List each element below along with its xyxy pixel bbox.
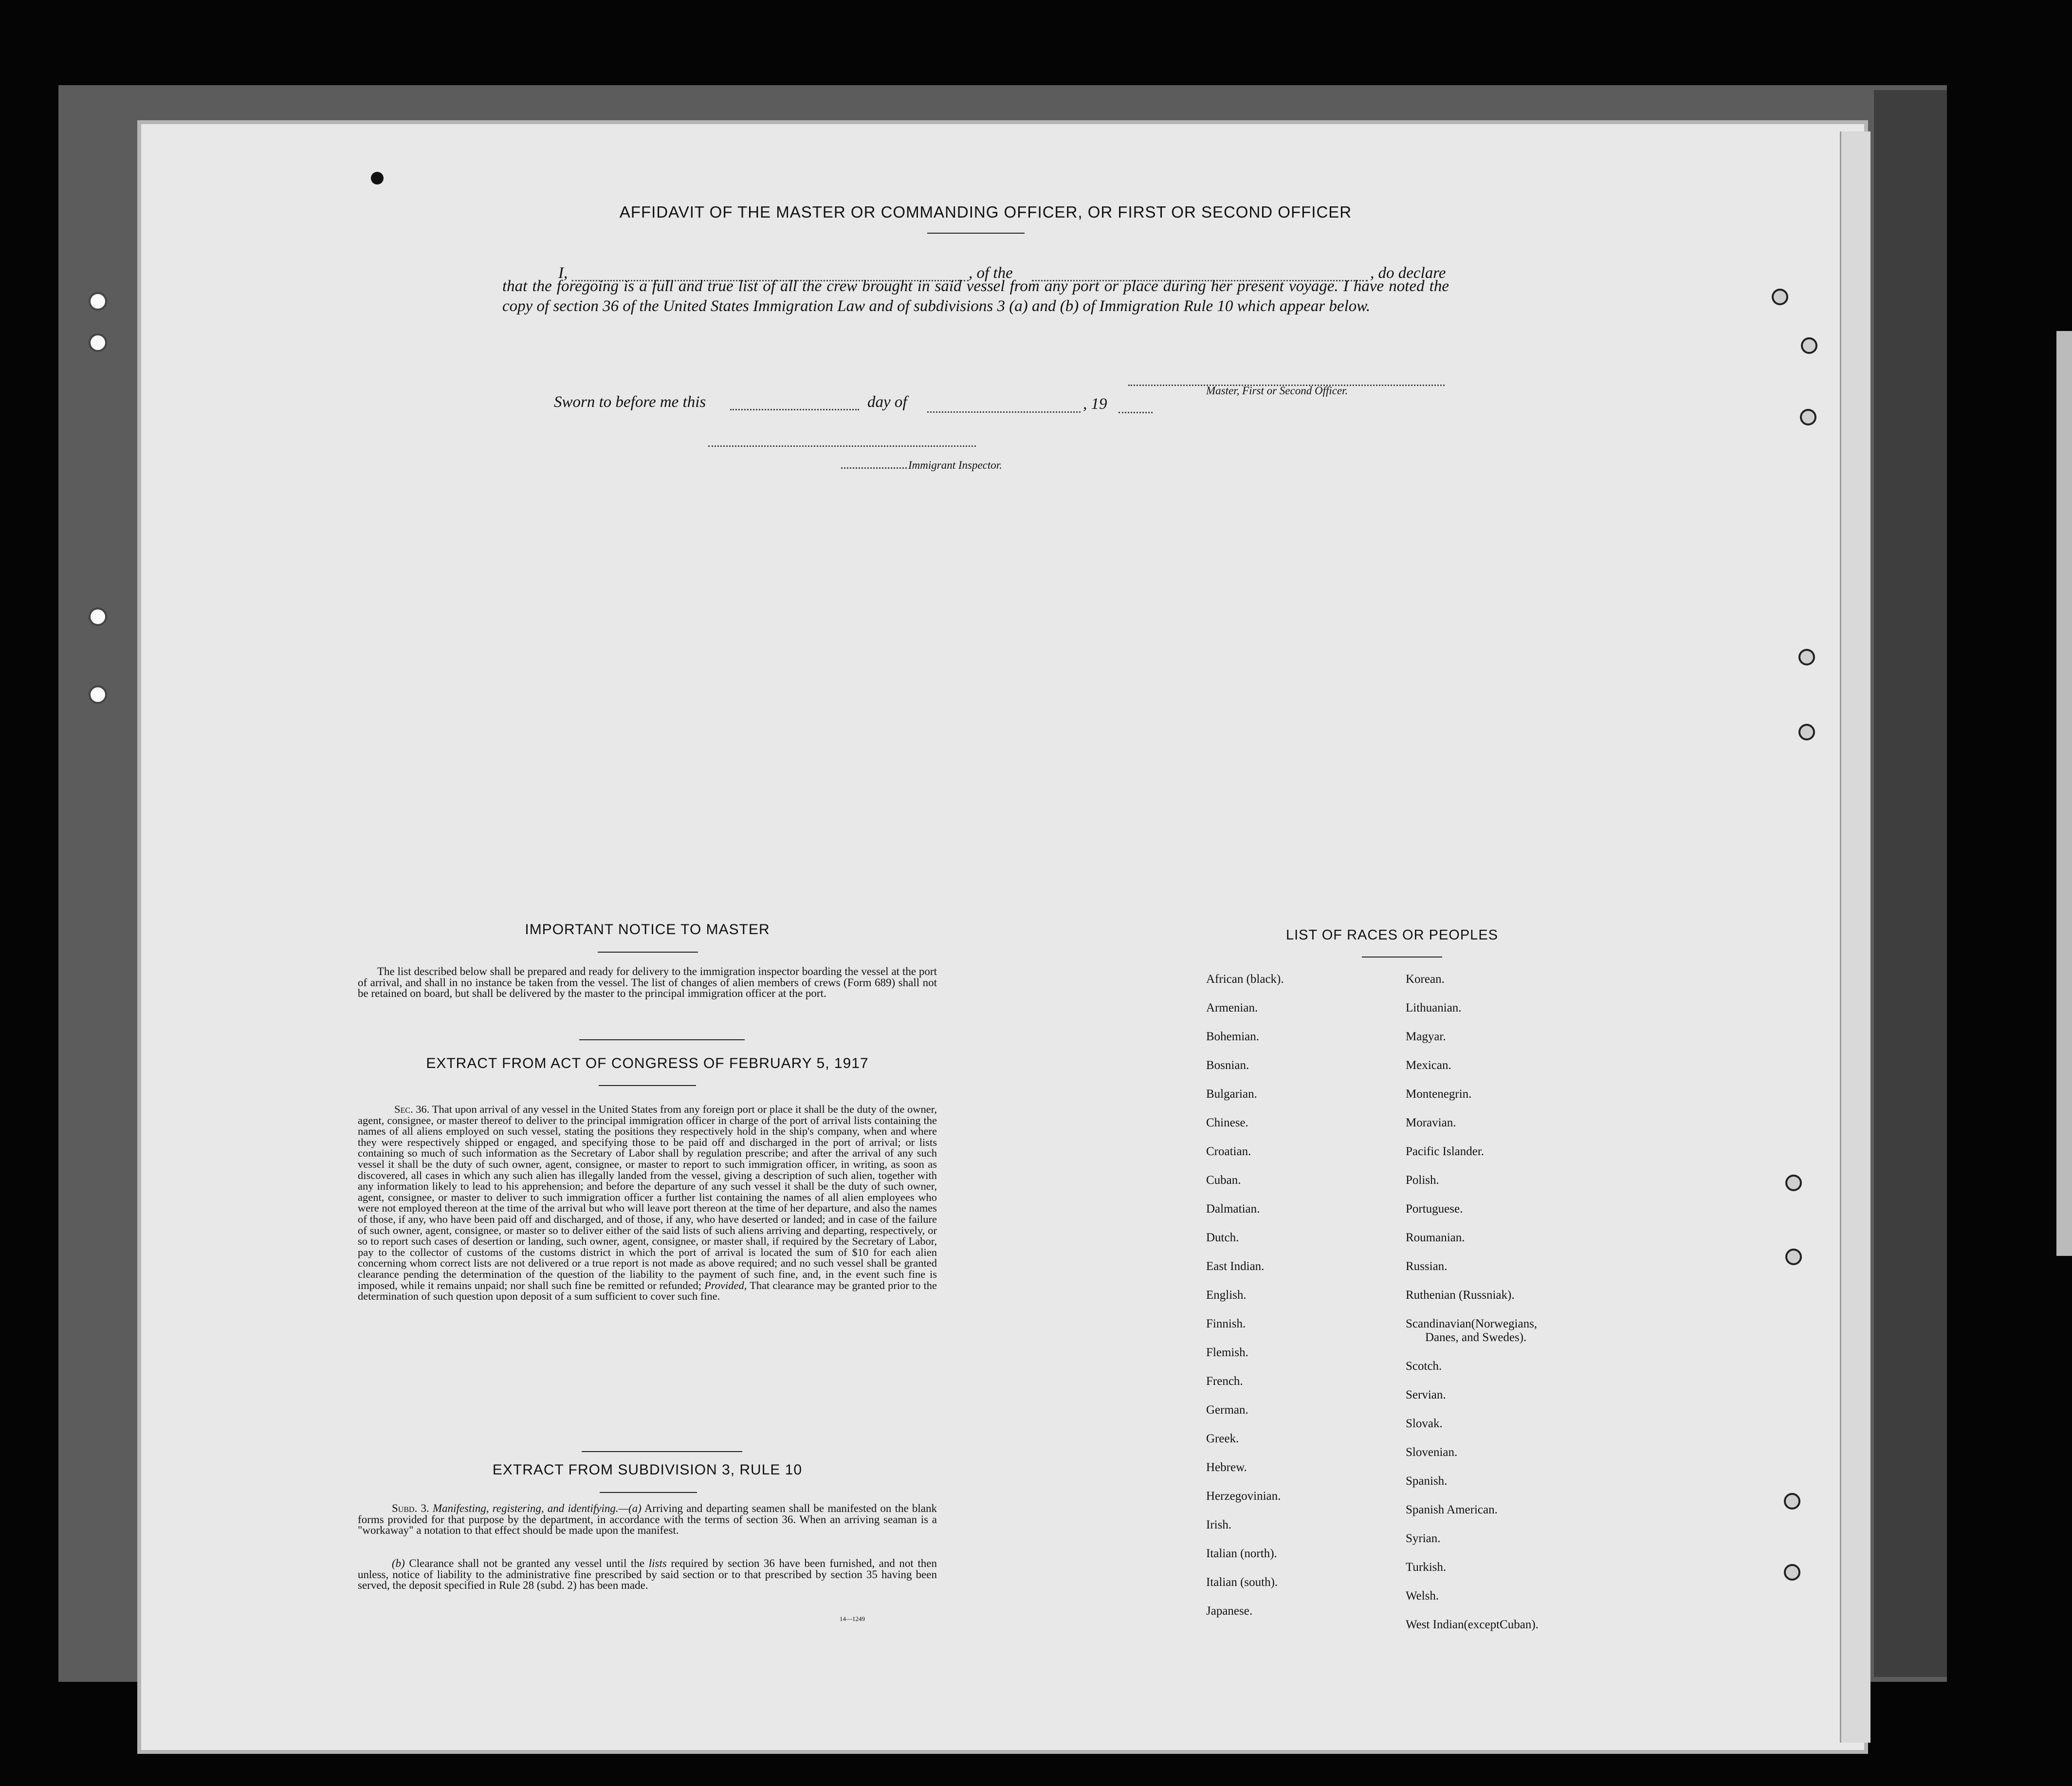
year-blank (1119, 412, 1153, 413)
race-item: Magyar. (1406, 1030, 1446, 1043)
provided-word: Provided, (704, 1279, 747, 1291)
binder-ring (1800, 409, 1816, 425)
race-item: Spanish American. (1406, 1503, 1498, 1516)
race-item: French. (1206, 1375, 1243, 1388)
race-item: German. (1206, 1403, 1248, 1417)
race-item: Pacific Islander. (1406, 1145, 1485, 1158)
race-item: Italian (north). (1206, 1547, 1277, 1560)
race-item: Danes, and Swedes). (1425, 1331, 1527, 1344)
sworn-year: , 19 (1083, 395, 1107, 413)
extract-rule-title: EXTRACT FROM SUBDIVISION 3, RULE 10 (492, 1462, 803, 1478)
race-item: Bosnian. (1206, 1059, 1249, 1072)
binder-ring (1798, 649, 1815, 665)
race-item: Mexican. (1406, 1059, 1451, 1072)
section-36-end: That clearance may be granted prior to the determination of such question upon deposit of a sum sufficient to cover such fine. (358, 1279, 937, 1303)
inspector-signature-blank (708, 445, 976, 447)
sworn-day-of: day of (867, 393, 907, 411)
section-36-body: That upon arrival of any vessel in the United States from any foreign port or place it shall be the duty of the owner, agent, consignee, or master thereof to deliver to the principal immigration officer in charge of the port of arrival lists containing the names of all aliens employed on such vessel, stating the positions they respectively hold in the ship's company, when and where they were respectively shipped or engaged, and specifying those to be paid off and discharged in the port of arrival; or lists containing so much of such information as the Secretary of Labor shall by regulation prescribe; and after the arrival of any such vessel it shall be the duty of such owner, agent, consignee, or master to report to such immigration officer, in writing, as soon as discovered, all cases in which any such alien has illegally landed from the vessel, giving a description of such alien, together with any information likely to lead to his apprehension; and before the departure of any such vessel it shall be the duty of such owner, agent, consignee, or master to deliver to such immigration officer a further list containing the names of all alien employees who were not employed thereon at the time of the arrival but who will leave port thereon at the time of her departure, and also the names of those, if any, who have been paid off and discharged, and of those, if any, who have deserted or landed; and in case of the failure of such owner, agent, consignee, or master so to deliver either of the said lists of such aliens arriving and departing, respectively, or so to report such cases of desertion or landing, such owner, agent, consignee, or master shall, if required by the Secretary of Labor, pay to the collector of customs of the customs district in which the port of arrival is located the sum of $10 for each alien concerning whom correct lists are not delivered or a true report is not made as above required; and no such vessel shall be granted clearance pending the determination of the question of the liability to the payment of such fine, and, in the event such fine is imposed, while it remains unpaid; nor shall such fine be remitted or refunded; (358, 1103, 937, 1291)
race-item: West Indian(exceptCuban). (1406, 1618, 1539, 1631)
subdivision-3b-text (358, 1558, 937, 1591)
binder-ring (1785, 1249, 1802, 1265)
race-item: Turkish. (1406, 1561, 1447, 1574)
race-item: Lithuanian. (1406, 1001, 1462, 1014)
section-36-text (358, 1104, 937, 1302)
inspector-prefix-blank (841, 467, 907, 469)
race-item: English. (1206, 1289, 1247, 1302)
binder-ring (1785, 1175, 1802, 1191)
race-item: Scandinavian(Norwegians, (1406, 1317, 1538, 1330)
day-blank (730, 409, 859, 410)
affidavit-body: that the foregoing is a full and true list of all the crew brought in said vessel from any port or place during her present voyage. I have noted the copy of section 36 of the United States Immigration Law and of subdivisions 3 (a) and (b) of Immigration Rule 10 which appear below. (502, 277, 1449, 315)
page-stack-edge (1840, 131, 1870, 1743)
master-signature-label: Master, First or Second Officer. (1206, 385, 1348, 397)
extract-rule-rule (600, 1492, 697, 1493)
race-item: Ruthenian (Russniak). (1406, 1289, 1515, 1302)
binder-ring (1772, 289, 1788, 305)
sworn-text: Sworn to before me this (554, 393, 706, 411)
title-rule (927, 233, 1025, 234)
extract-act-title: EXTRACT FROM ACT OF CONGRESS OF FEBRUARY 5, 1917 (426, 1055, 869, 1071)
binder-ring (1784, 1493, 1800, 1510)
punch-hole (89, 292, 107, 311)
separator-rule (579, 1039, 745, 1040)
race-item: Irish. (1206, 1518, 1232, 1531)
notice-text: The list described below shall be prepared and ready for delivery to the immigration inspector boarding the vessel at the port of arrival, and shall in no instance be taken from the vessel. The list of changes of alien members of crews (Form 689) shall not be retained on board, but shall be delivered by the master to the principal immigration officer at the port. (358, 965, 937, 999)
race-item: Slovak. (1406, 1417, 1443, 1430)
race-item: Finnish. (1206, 1317, 1246, 1330)
binder-ring (1801, 337, 1817, 354)
affidavit-i: I, (558, 264, 568, 282)
notice-rule (598, 952, 698, 953)
extract-act-rule (599, 1085, 696, 1086)
race-item: Servian. (1406, 1388, 1446, 1401)
race-item: East Indian. (1206, 1260, 1265, 1273)
subd-label: Subd. 3. (392, 1502, 429, 1514)
race-item: Polish. (1406, 1174, 1439, 1187)
race-item: Armenian. (1206, 1001, 1258, 1014)
race-item: Italian (south). (1206, 1576, 1278, 1589)
adjacent-page-edge (2056, 331, 2072, 1256)
race-item: Korean. (1406, 973, 1445, 986)
race-item: Roumanian. (1406, 1231, 1465, 1244)
binder-ring (1784, 1564, 1800, 1581)
form-number: 14—1249 (840, 1615, 865, 1622)
race-item: African (black). (1206, 973, 1284, 986)
race-item: Cuban. (1206, 1174, 1241, 1187)
race-item: Slovenian. (1406, 1446, 1458, 1459)
race-item: Greek. (1206, 1432, 1239, 1445)
punch-hole (89, 685, 107, 704)
lists-word: lists (648, 1557, 667, 1569)
affidavit-of-the: , of the (969, 264, 1013, 282)
race-item: Spanish. (1406, 1474, 1448, 1488)
notice-title: IMPORTANT NOTICE TO MASTER (525, 921, 770, 938)
section-36-label: Sec. 36. (394, 1103, 430, 1115)
separator-rule (582, 1451, 742, 1452)
subdivision-3-text (358, 1503, 937, 1536)
punch-hole (89, 608, 107, 626)
race-item: Herzegovinian. (1206, 1490, 1281, 1503)
race-item: Moravian. (1406, 1116, 1456, 1129)
race-item: Flemish. (1206, 1346, 1248, 1359)
corner-mark (371, 172, 384, 184)
race-item: Dalmatian. (1206, 1202, 1260, 1215)
subd-b-text-2: required by section 36 have been furnished, and not then unless, notice of liability to the administrative fine prescribed by said section or to that prescribed by section 35 having been served, the deposit specified in Rule 28 (subd. 2) has been made. (358, 1557, 937, 1592)
affidavit-declare: , do declare (1370, 264, 1446, 282)
race-item: Japanese. (1206, 1604, 1253, 1618)
race-item: Russian. (1406, 1260, 1448, 1273)
race-item: Croatian. (1206, 1145, 1251, 1158)
subd-b-text-1: Clearance shall not be granted any vessel until the (409, 1557, 645, 1569)
binder-spine (1874, 90, 1947, 1677)
race-item: Hebrew. (1206, 1461, 1247, 1474)
race-item: Welsh. (1406, 1589, 1439, 1602)
punch-hole (89, 333, 107, 352)
affidavit-title: AFFIDAVIT OF THE MASTER OR COMMANDING OFFICER, OR FIRST OR SECOND OFFICER (619, 203, 1352, 221)
subd-b-label: (b) (392, 1557, 405, 1569)
race-item: Montenegrin. (1406, 1087, 1472, 1101)
binder-ring (1798, 724, 1815, 740)
subd-a-text: Arriving and departing seamen shall be manifested on the blank forms provided for that purpose by the department, in accordance with the terms of section 36. When an arriving seaman is a "workaway" a notation to that effect should be made upon the manifest. (358, 1502, 937, 1537)
race-item: Syrian. (1406, 1532, 1441, 1545)
inspector-label: Immigrant Inspector. (908, 459, 1002, 471)
race-item: Bulgarian. (1206, 1087, 1257, 1101)
race-item: Chinese. (1206, 1116, 1248, 1129)
race-item: Bohemian. (1206, 1030, 1260, 1043)
race-item: Scotch. (1406, 1360, 1442, 1373)
subd-heading: Manifesting, registering, and identifying.—(a) (432, 1502, 642, 1514)
race-item: Portuguese. (1406, 1202, 1463, 1215)
month-blank (927, 411, 1081, 413)
race-item: Dutch. (1206, 1231, 1239, 1244)
races-title: LIST OF RACES OR PEOPLES (1285, 927, 1499, 943)
